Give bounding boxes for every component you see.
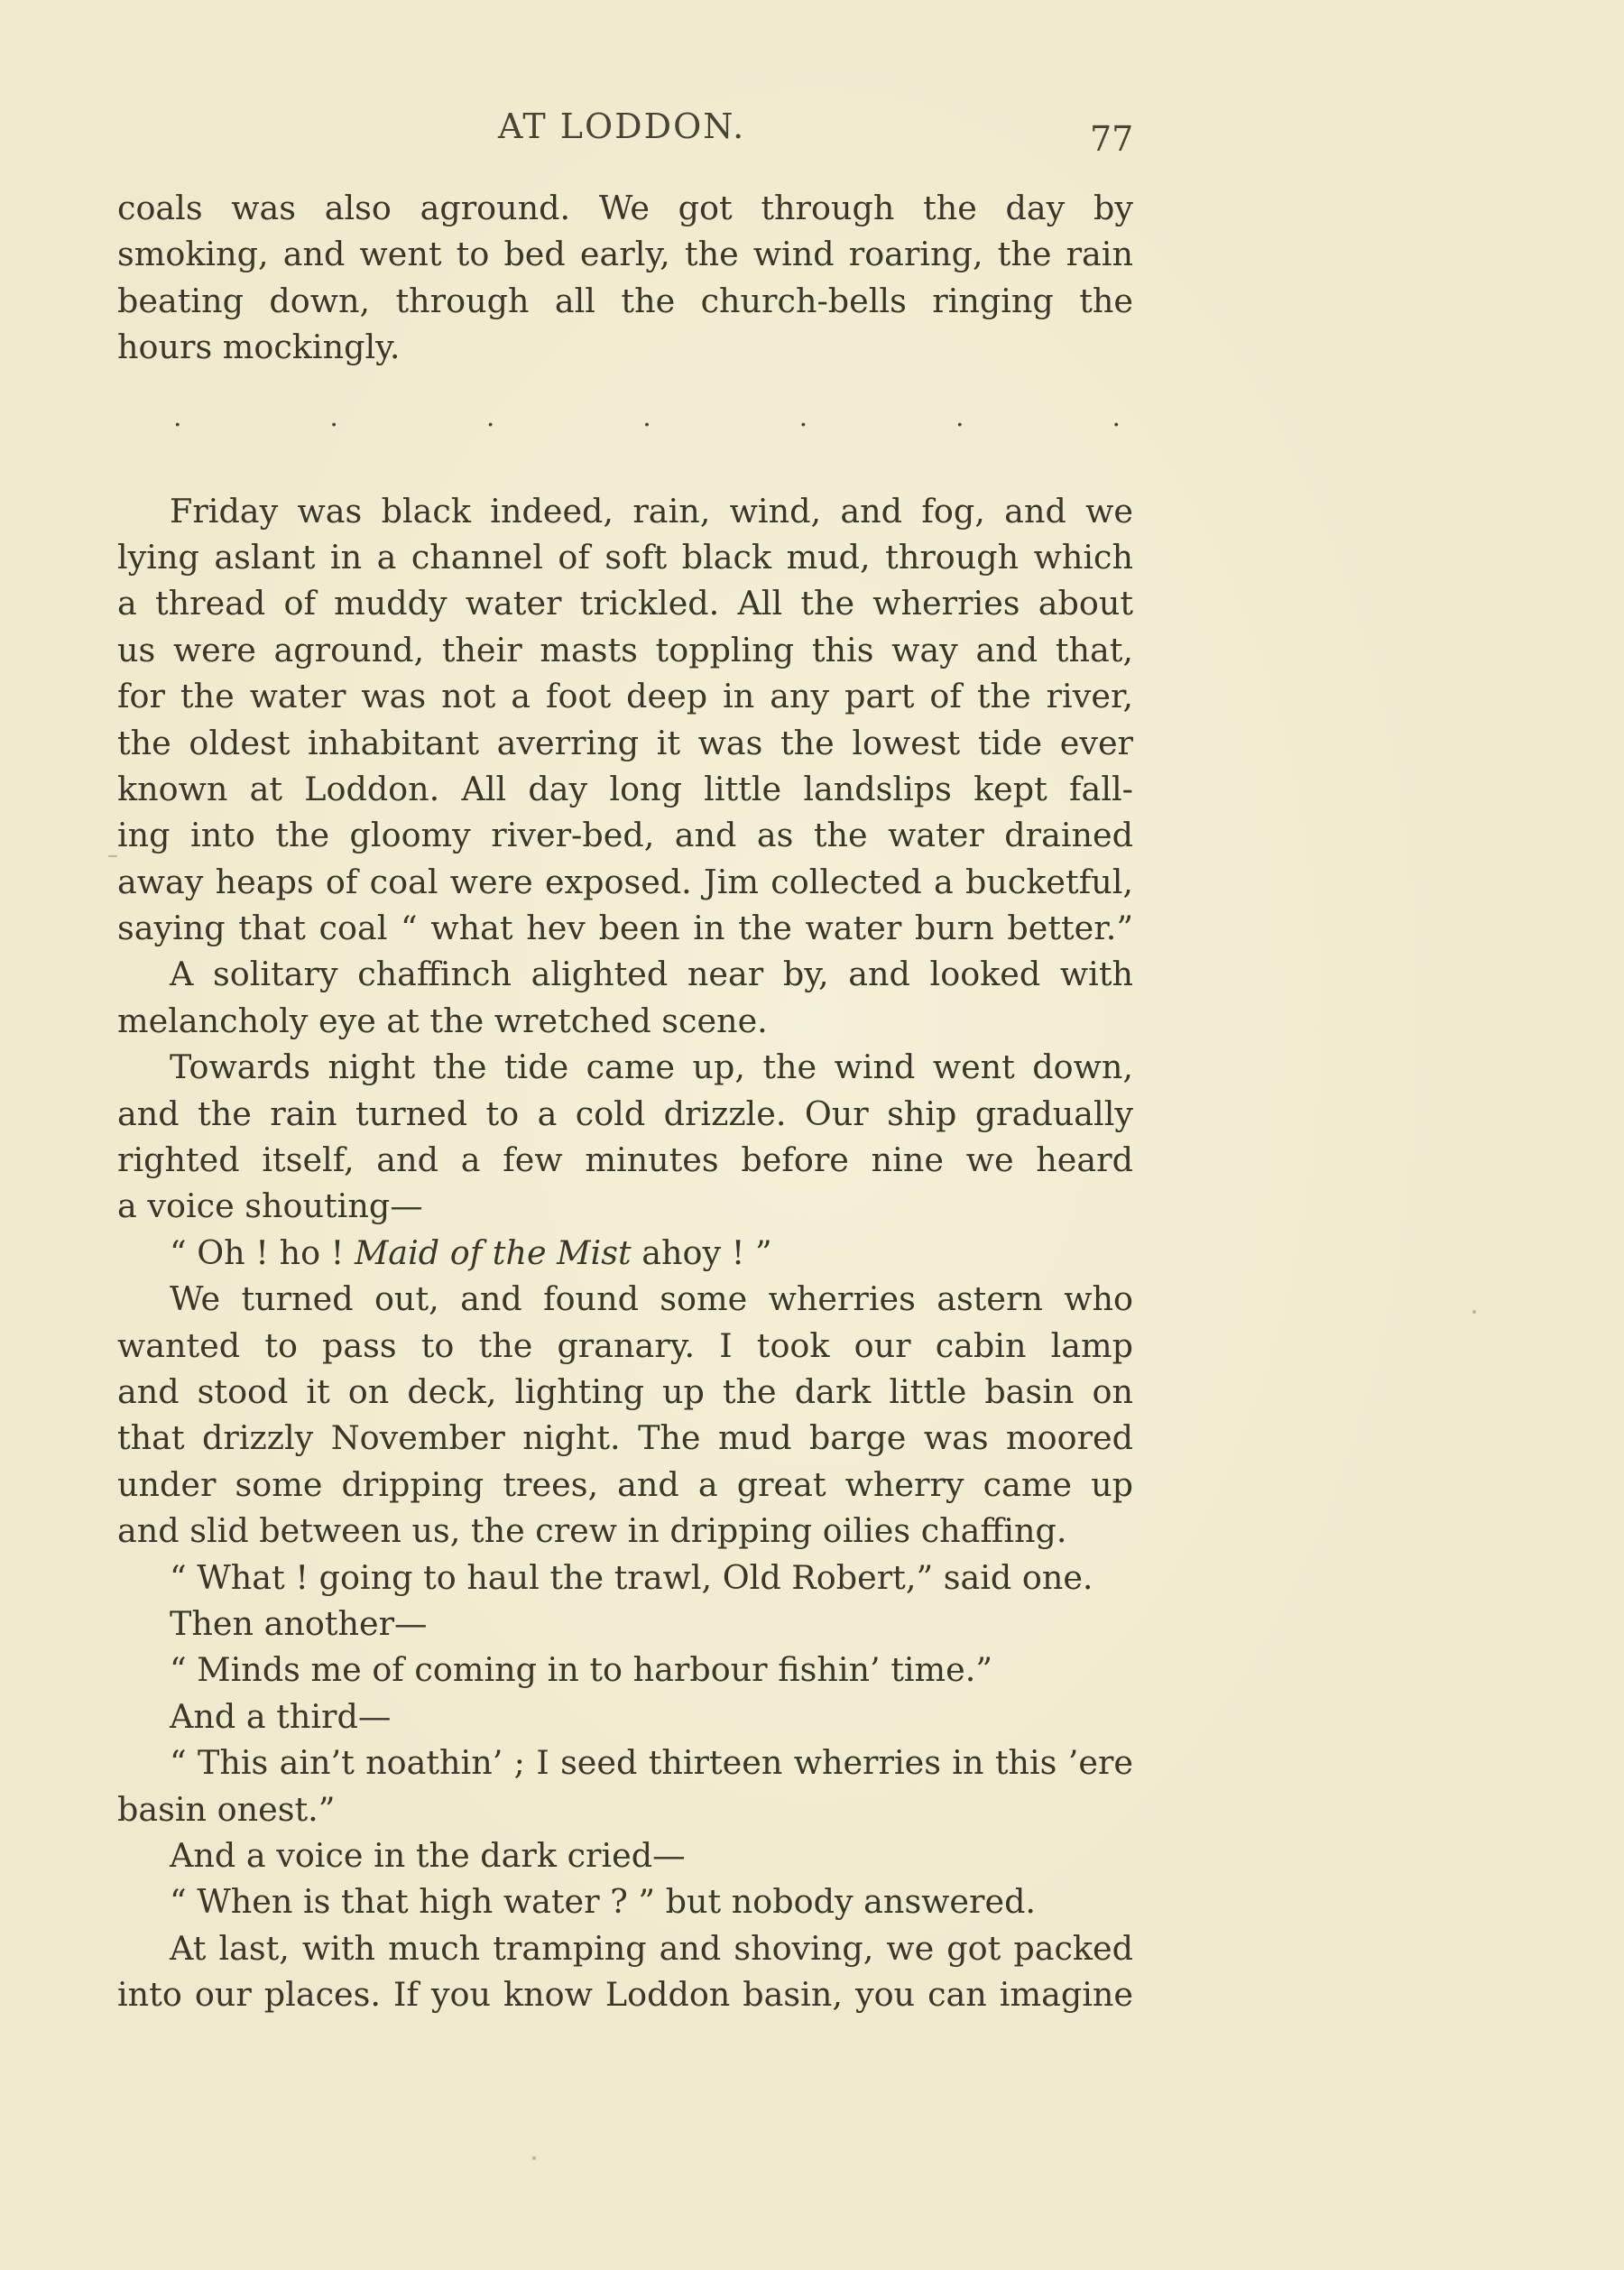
text-line: “ When is that high water ? ” but nobody answered. [170,1882,1037,1922]
text-line: melancholy eye at the wretched scene. [117,1001,768,1040]
body-text [117,185,1133,2017]
break-dot: . [173,401,182,433]
text-line: beating down, through all the church-bells ringing the [117,281,1133,320]
text-line: into our places. If you know Loddon basin, you can imagine [117,1975,1133,2015]
text-line: for the water was not a foot deep in any part of the river, [117,677,1133,716]
text-line: Friday was black indeed, rain, wind, and fog, and we [170,491,1133,531]
text-line: known at Loddon. All day long little landslips kept fall- [117,769,1133,808]
text-line: And a third— [170,1696,392,1736]
break-dot: . [329,401,338,433]
paper-speck [108,855,117,857]
text-line: under some dripping trees, and a great wherry came up [117,1464,1133,1504]
text-line: We turned out, and found some wherries astern who [170,1279,1133,1319]
section-break [117,371,1133,488]
text-line: the oldest inhabitant averring it was the lowest tide ever [117,723,1133,762]
text-line: Then another— [170,1603,428,1643]
text-line: righted itself, and a few minutes before nine we heard [117,1140,1133,1180]
paper-speck [1472,1310,1476,1314]
text-line: and slid between us, the crew in dripping oilies chaffing. [117,1511,1067,1551]
text-line: And a voice in the dark cried— [170,1835,686,1875]
break-dot: . [798,401,808,433]
paper-speck [532,2156,536,2160]
text-line: a thread of muddy water trickled. All the wherries about [117,584,1133,623]
exclamation: “ Oh ! ho ! [170,1232,345,1272]
text-line: hours mockingly. [117,328,401,367]
text-line: us were aground, their masts toppling this way and that, [117,630,1133,669]
ship-name: Maid of the Mist [354,1232,632,1272]
text-line: and stood it on deck, lighting up the dark little basin on [117,1371,1133,1411]
text-line: ing into the gloomy river-bed, and as the water drained [117,816,1133,855]
running-head: AT LODDON. [498,106,746,146]
text-line: Towards night the tide came up, the wind went down, [170,1047,1133,1087]
text-line: coals was also aground. We got through the day by [117,189,1133,227]
text-line: a voice shouting— [117,1186,423,1226]
text-line: “ What ! going to haul the trawl, Old Robert,” said one. [170,1557,1093,1597]
dialogue-line [117,1230,1133,1276]
page-number: 77 [1090,119,1134,159]
text-line: and the rain turned to a cold drizzle. Our ship gradually [117,1093,1133,1133]
text-line: basin onest.” [117,1789,336,1829]
text-line: A solitary chaffinch alighted near by, and looked with [170,955,1133,994]
text-line: saying that coal “ what hev been in the water burn better.” [117,909,1133,948]
text-line: wanted to pass to the granary. I took our cabin lamp [117,1325,1133,1365]
text-line: that drizzly November night. The mud barge was moored [117,1418,1133,1458]
break-dot: . [1112,401,1121,433]
exclamation-end: ahoy ! ” [641,1232,772,1272]
text-line: smoking, and went to bed early, the wind roaring, the rain [117,235,1133,274]
break-dot: . [955,401,964,433]
page-header [0,106,1624,161]
text-line: “ This ain’t noathin’ ; I seed thirteen wherries in this ’ere [170,1743,1133,1783]
break-dot: . [485,401,495,433]
text-line: lying aslant in a channel of soft black mud, through which [117,537,1133,577]
text-line: “ Minds me of coming in to harbour fishin’ time.” [170,1650,993,1690]
text-line: At last, with much tramping and shoving, we got packed [170,1928,1133,1968]
break-dot: . [642,401,651,433]
text-line: away heaps of coal were exposed. Jim collected a bucketful, [117,862,1133,901]
